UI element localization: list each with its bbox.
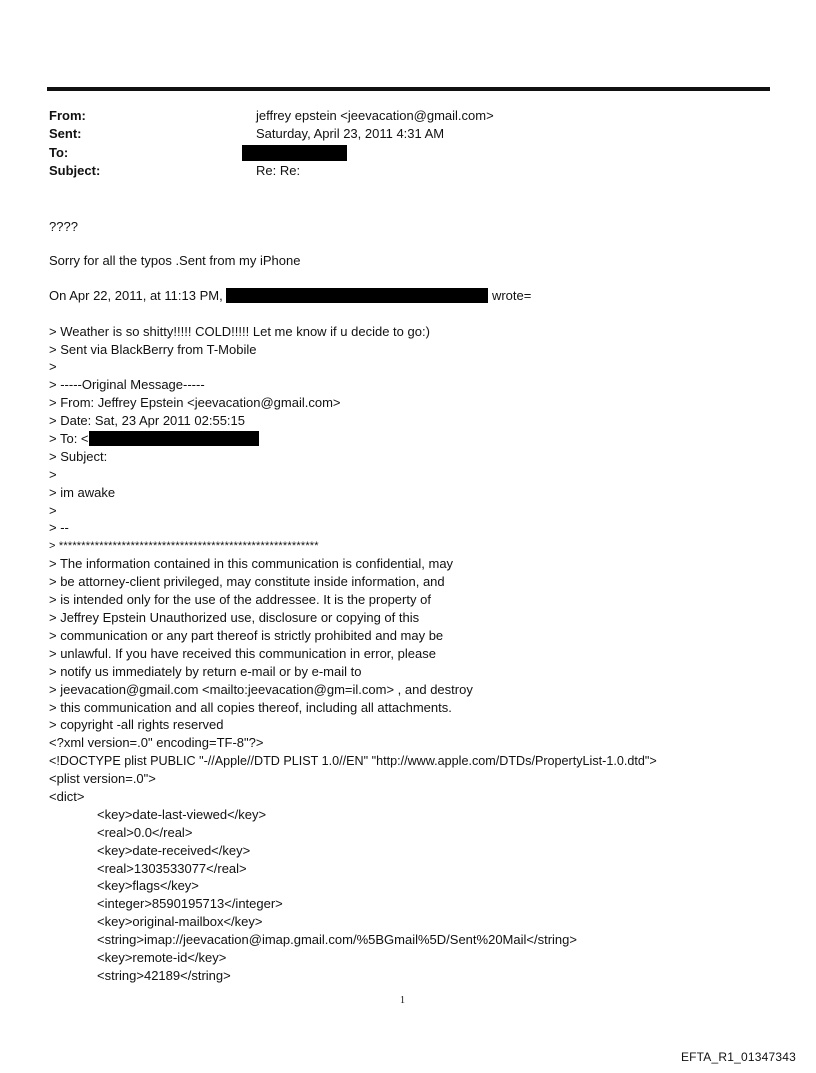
xml-line: <string>42189</string> xyxy=(97,968,231,983)
quoted-line: > be attorney-client privileged, may constitute inside information, and xyxy=(49,574,445,589)
xml-line: <real>1303533077</real> xyxy=(97,861,247,876)
quoted-line: > xyxy=(49,503,57,518)
sender-redaction xyxy=(226,288,488,303)
from-label: From: xyxy=(49,108,86,123)
sent-value: Saturday, April 23, 2011 4:31 AM xyxy=(256,126,445,141)
quoted-line: > xyxy=(49,467,57,482)
quoted-line: > ********************************************************** xyxy=(49,540,319,552)
wrote-suffix: wrote= xyxy=(491,288,532,303)
quoted-line: > im awake xyxy=(49,485,116,500)
xml-line: <integer>8590195713</integer> xyxy=(97,896,283,911)
xml-line: <!DOCTYPE plist PUBLIC "-//Apple//DTD PLIST 1.0//EN" "http://www.apple.com/DTDs/PropertyList-1.0.dtd"> xyxy=(49,754,657,768)
quoted-line: > The information contained in this communication is confidential, may xyxy=(49,556,454,571)
quoted-line: > Subject: xyxy=(49,449,108,464)
quoted-line: > -- xyxy=(49,520,69,535)
subject-label: Subject: xyxy=(49,163,101,178)
bates-number: EFTA_R1_01347343 xyxy=(680,1050,796,1064)
quoted-line: > this communication and all copies thereof, including all attachments. xyxy=(49,700,452,715)
xml-line: <key>flags</key> xyxy=(97,878,199,893)
xml-line: <dict> xyxy=(49,789,85,804)
quoted-line: > unlawful. If you have received this communication in error, please xyxy=(49,646,436,661)
quoted-line: > From: Jeffrey Epstein <jeevacation@gmail.com> xyxy=(49,395,341,410)
quoted-line: > jeevacation@gmail.com <mailto:jeevacation@gm=il.com> , and destroy xyxy=(49,682,473,697)
wrote-line xyxy=(49,288,531,304)
xml-line: <key>original-mailbox</key> xyxy=(97,914,263,929)
subject-value: Re: Re: xyxy=(256,163,301,178)
xml-line: <key>date-last-viewed</key> xyxy=(97,807,267,822)
xml-line: <string>imap://jeevacation@imap.gmail.com/%5BGmail%5D/Sent%20Mail</string> xyxy=(97,932,577,947)
quoted-line: > copyright -all rights reserved xyxy=(49,717,224,732)
quoted-to-line xyxy=(49,431,259,447)
quoted-line: > notify us immediately by return e-mail or by e-mail to xyxy=(49,664,362,679)
quoted-line: > is intended only for the use of the addressee. It is the property of xyxy=(49,592,431,607)
quoted-to-redaction xyxy=(89,431,259,446)
xml-line: <key>remote-id</key> xyxy=(97,950,227,965)
quoted-line: > Sent via BlackBerry from T-Mobile xyxy=(49,342,257,357)
sent-label: Sent: xyxy=(49,126,82,141)
quoted-line: > Date: Sat, 23 Apr 2011 02:55:15 xyxy=(49,413,245,428)
wrote-prefix: On Apr 22, 2011, at 11:13 PM, xyxy=(49,288,223,303)
body-line: Sorry for all the typos .Sent from my iPhone xyxy=(49,253,301,268)
quoted-line: > communication or any part thereof is strictly prohibited and may be xyxy=(49,628,444,643)
to-label: To: xyxy=(49,145,69,160)
quoted-line: > -----Original Message----- xyxy=(49,377,205,392)
to-redaction xyxy=(242,145,347,161)
quoted-line: > xyxy=(49,359,57,374)
quoted-line: > Weather is so shitty!!!!! COLD!!!!! Let me know if u decide to go:) xyxy=(49,324,430,339)
page-number: 1 xyxy=(400,995,405,1006)
xml-line: <plist version=.0"> xyxy=(49,771,156,786)
quoted-to-prefix: > To: < xyxy=(49,431,89,446)
header-rule xyxy=(47,87,770,91)
body-line: ???? xyxy=(49,219,78,234)
quoted-line: > Jeffrey Epstein Unauthorized use, disclosure or copying of this xyxy=(49,610,420,625)
xml-line: <?xml version=.0" encoding=TF-8"?> xyxy=(49,735,264,750)
xml-line: <key>date-received</key> xyxy=(97,843,251,858)
from-value: jeffrey epstein <jeevacation@gmail.com> xyxy=(256,108,494,123)
xml-line: <real>0.0</real> xyxy=(97,825,193,840)
